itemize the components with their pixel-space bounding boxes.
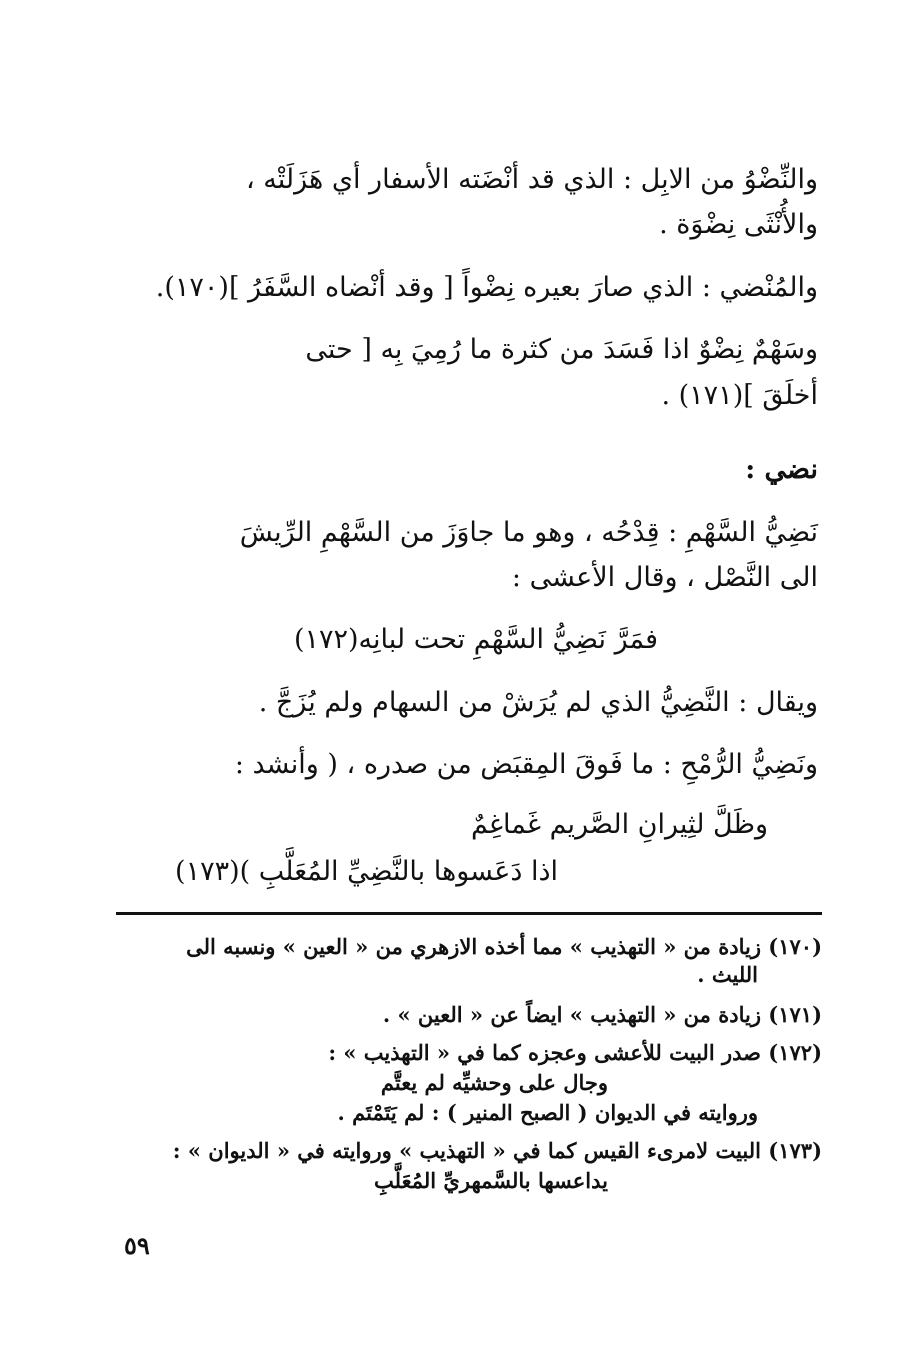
paragraph-sahm-line-1: وسَهْمٌ نِضْوٌ اذا فَسَدَ من كثرة ما رُمِيَ بِه [ حتى	[305, 334, 818, 365]
footnote-173-line-1: (١٧٣) البيت لامرىء القيس كما في « التهذيب » وروايته في « الديوان » :	[172, 1138, 822, 1163]
footnote-170-line-2: الليث .	[697, 962, 758, 987]
verse-2-line-2: اذا دَعَسوها بالنَّضِيِّ المُعَلَّبِ )(١٧٣)	[175, 856, 558, 887]
page-number: ٥٩	[124, 1231, 150, 1260]
verse-line-1: فمَرَّ نَضِيُّ السَّهْمِ تحت لبانِه(١٧٢)	[293, 624, 658, 655]
section-heading: نضي :	[745, 454, 818, 485]
footnote-170-line-1: (١٧٠) زيادة من « التهذيب » مما أخذه الازهري من « العين » ونسبه الى	[186, 934, 822, 959]
paragraph-yuqal-line-1: ويقال : النَّضِيُّ الذي لم يُرَشْ من السهام ولم يُزَجَّ .	[258, 687, 818, 718]
footnote-173-line-2: يداعسها بالسَّمهريِّ المُعَلَّبِ	[374, 1168, 608, 1193]
footnote-172-line-1: (١٧٢) صدر البيت للأعشى وعجزه كما في « التهذيب » :	[328, 1040, 822, 1065]
footnote-separator	[116, 912, 822, 915]
paragraph-nadiy-line-1: نَضِيُّ السَّهْمِ : قِدْحُه ، وهو ما جاوَزَ من السَّهْمِ الرِّيشَ	[239, 517, 818, 548]
paragraph-mundi-line-1: والمُنْضي : الذي صارَ بعيره نِضْواً [ وقد أنْضاه السَّفَرُ ](١٧٠).	[155, 272, 818, 303]
footnote-172-line-2: وجال على وحشيِّه لم يعتَّم	[380, 1070, 608, 1095]
paragraph-nidw-line-1: والنِّضْوُ من الابِل : الذي قد أنْضَته الأسفار أي هَزَلَتْه ،	[245, 164, 818, 195]
verse-2-line-1: وظَلَّ لثِيرانِ الصَّريم غَماغِمٌ	[470, 809, 768, 840]
paragraph-nidw-line-2: والأُنْثَى نِضْوَة .	[659, 209, 818, 240]
footnote-171-line-1: (١٧١) زيادة من « التهذيب » ايضاً عن « العين » .	[382, 1002, 822, 1027]
footnote-172-line-3: وروايته في الديوان ( الصبح المنير ) : لم يَتَمْتَم .	[337, 1100, 758, 1125]
paragraph-nadiy-line-2: الى النَّصْل ، وقال الأعشى :	[511, 562, 818, 593]
paragraph-rumh-line-1: ونَضِيُّ الرُّمْحِ : ما فَوقَ المِقبَض من صدره ، ( وأنشد :	[234, 749, 818, 780]
paragraph-sahm-line-2: أخلَقَ ](١٧١) .	[661, 380, 818, 411]
